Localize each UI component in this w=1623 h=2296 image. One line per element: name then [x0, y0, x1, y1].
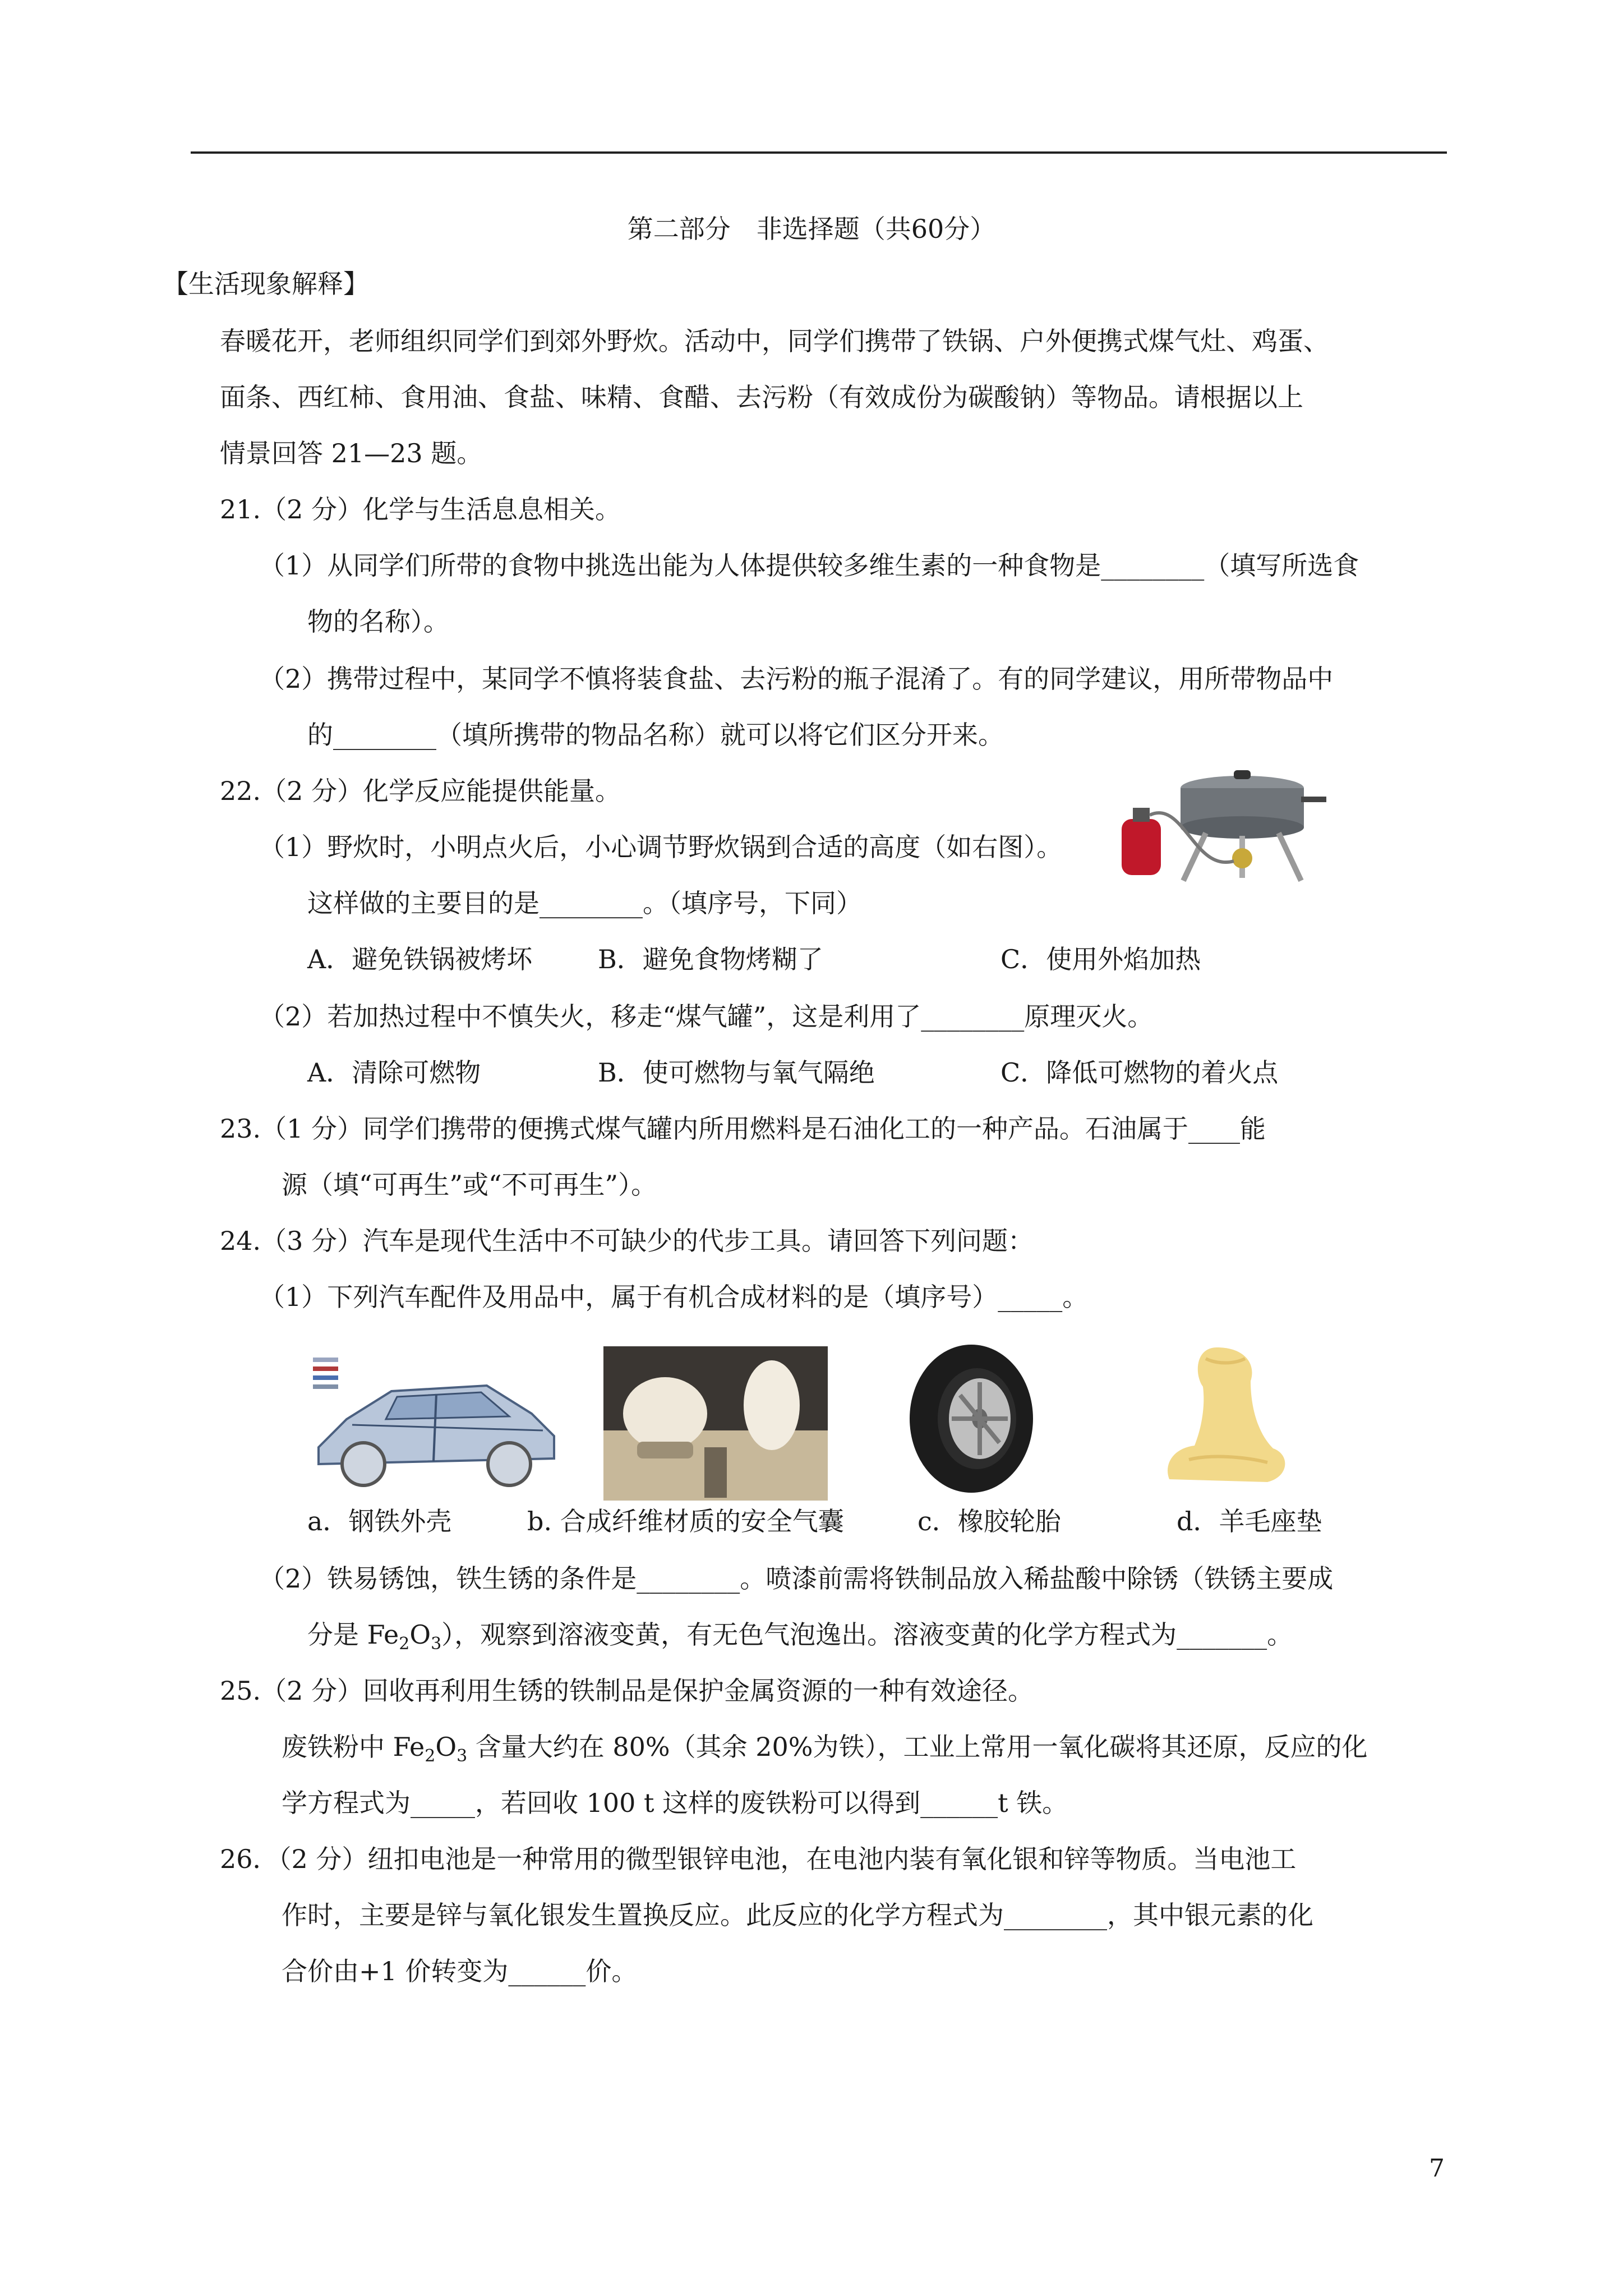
- q23-line1: 23.（1 分）同学们携带的便携式煤气罐内所用燃料是石油化工的一种产品。石油属于____能: [220, 1114, 1266, 1144]
- caption-c: c．橡胶轮胎: [917, 1506, 1061, 1536]
- q24-part2-line2: 分是 $Fe_2O_3$），观察到溶液变黄，有无色气泡逸出。溶液变黄的化学方程式为_______。: [307, 1619, 1293, 1654]
- q22-part2: （2）若加热过程中不慎失火，移走“煤气罐”，这是利用了________原理灭火。: [259, 1001, 1154, 1032]
- q26-line1: 26．（2 分）纽扣电池是一种常用的微型银锌电池，在电池内装有氧化银和锌等物质。当电池工: [220, 1844, 1297, 1874]
- q26-line2: 作时，主要是锌与氧化银发生置换反应。此反应的化学方程式为________，其中银元素的化: [282, 1900, 1313, 1930]
- q22-part1-option-c: C．使用外焰加热: [1000, 944, 1201, 974]
- q21-part1-line2: 物的名称）。: [307, 606, 449, 637]
- q24-part2-line1: （2）铁易锈蚀，铁生锈的条件是________。喷漆前需将铁制品放入稀盐酸中除锈（铁锈主要成: [259, 1563, 1334, 1594]
- airbag-image: [603, 1346, 828, 1501]
- caption-b: b. 合成纤维材质的安全气囊: [527, 1506, 844, 1536]
- q22-part1-option-a: A．避免铁锅被烤坏: [307, 944, 533, 974]
- q21-part2-line2: 的________（填所携带的物品名称）就可以将它们区分开来。: [307, 720, 1004, 750]
- page-number: 7: [1429, 2154, 1445, 2183]
- caption-a: a．钢铁外壳: [307, 1506, 452, 1536]
- header-rule: [191, 151, 1447, 154]
- q24-stem: 24.（3 分）汽车是现代生活中不可缺少的代步工具。请回答下列问题：: [220, 1226, 1034, 1256]
- car-body-image: [307, 1352, 560, 1492]
- q25-stem: 25.（2 分）回收再利用生锈的铁制品是保护金属资源的一种有效途径。: [220, 1676, 1034, 1706]
- section-title: 第二部分 非选择题（共60分）: [627, 214, 996, 244]
- q24-part1: （1）下列汽车配件及用品中，属于有机合成材料的是（填序号）_____。: [259, 1282, 1089, 1312]
- q26-line3: 合价由+1 价转变为______价。: [282, 1956, 638, 1986]
- intro-line-2: 面条、西红柿、食用油、食盐、味精、食醋、去污粉（有效成份为碳酸钠）等物品。请根据以上: [220, 382, 1303, 412]
- q22-part2-option-b: B．使可燃物与氧气隔绝: [598, 1057, 875, 1088]
- q25-line1: 废铁粉中 $Fe_2O_3$ 含量大约在 80%（其余 20%为铁），工业上常用一氧化碳将其还原，反应的化: [282, 1732, 1368, 1766]
- q22-part1-option-b: B．避免食物烤糊了: [598, 944, 823, 974]
- caption-d: d．羊毛座垫: [1177, 1506, 1322, 1536]
- wool-seat-cushion-image: [1155, 1342, 1301, 1490]
- q22-part1-line1: （1）野炊时，小明点火后，小心调节野炊锅到合适的高度（如右图）。: [259, 832, 1063, 862]
- q25-line2: 学方程式为_____，若回收 100 t 这样的废铁粉可以得到______t 铁。: [282, 1788, 1068, 1818]
- q22-part2-option-c: C．降低可燃物的着火点: [1000, 1057, 1279, 1088]
- q21-part2-line1: （2）携带过程中，某同学不慎将装食盐、去污粉的瓶子混淆了。有的同学建议，用所带物品中: [259, 664, 1334, 694]
- intro-line-1: 春暖花开，老师组织同学们到郊外野炊。活动中，同学们携带了铁锅、户外便携式煤气灶、鸡蛋、: [220, 326, 1329, 356]
- q21-part1-line1: （1）从同学们所带的食物中挑选出能为人体提供较多维生素的一种食物是________（填写所选食: [259, 550, 1359, 581]
- camping-stove-image: [1116, 766, 1329, 889]
- q23-line2: 源（填“可再生”或“不可再生”）。: [282, 1170, 657, 1200]
- tire-image: [904, 1342, 1039, 1496]
- category-heading: 【生活现象解释】: [163, 269, 369, 299]
- q22-part1-line2: 这样做的主要目的是________。（填序号，下同）: [307, 888, 862, 918]
- q22-part2-option-a: A．清除可燃物: [307, 1057, 481, 1088]
- intro-line-3: 情景回答 21—23 题。: [220, 438, 483, 468]
- q22-stem: 22.（2 分）化学反应能提供能量。: [220, 776, 621, 806]
- q21-stem: 21.（2 分）化学与生活息息相关。: [220, 494, 621, 524]
